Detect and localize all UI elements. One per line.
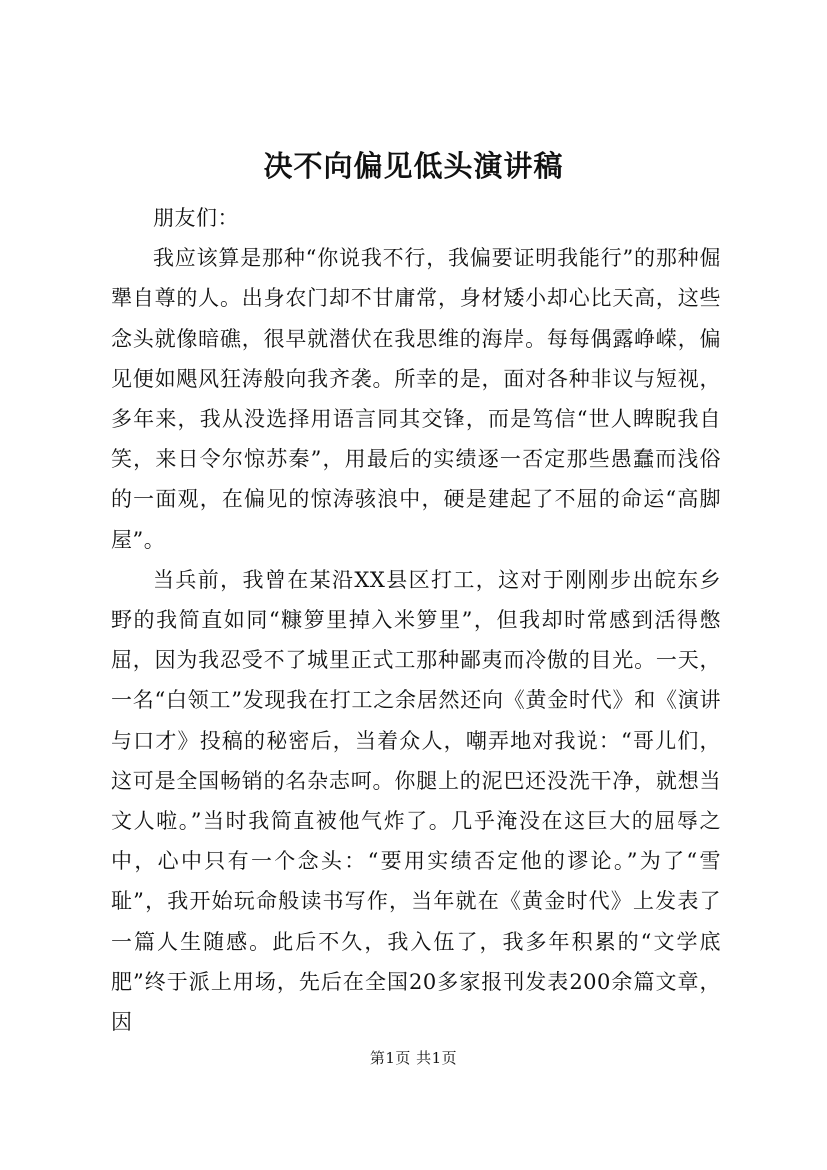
greeting-paragraph: 朋友们： — [153, 206, 239, 230]
page-footer: 第1页 共1页 — [369, 1049, 458, 1067]
document-body — [111, 198, 721, 1042]
body-paragraph-2: 当兵前，我曾在某沿XX县区打工，这对于刚刚步出皖东乡野的我简直如同“糠箩里掉入米箩里”，但我却时常感到活得憋屈，因为我忍受不了城里正式工那种鄙夷而冷傲的目光。一天，一名“白领工”发现我在打工之余居然还向《黄金时代》和《演讲与口才》投稿的秘密后，当着众人，嘲弄地对我说：“哥儿们，这可是全国畅销的名杂志呵。你腿上的泥巴还没洗干净，就想当文人啦。”当时我简直被他气炸了。几乎淹没在这巨大的屈辱之中，心中只有一个念头：“要用实绩否定他的谬论。”为了“雪耻”，我开始玩命般读书写作，当年就在《黄金时代》上发表了一篇人生随感。此后不久，我入伍了，我多年积累的“文学底肥”终于派上用场，先后在全国20多家报刊发表200余篇文章，因 — [111, 567, 721, 1035]
body-paragraph-1: 我应该算是那种“你说我不行，我偏要证明我能行”的那种倔犟自尊的人。出身农门却不甘庸常，身材矮小却心比天高，这些念头就像暗礁，很早就潜伏在我思维的海岸。每每偶露峥嵘，偏见便如飓风狂涛般向我齐袭。所幸的是，面对各种非议与短视，多年来，我从没选择用语言同其交锋，而是笃信“世人睥睨我自笑，来日令尔惊苏秦”，用最后的实绩逐一否定那些愚蠢而浅俗的一面观，在偏见的惊涛骇浪中，硬是建起了不屈的命运“高脚屋”。 — [111, 246, 721, 552]
document-title: 决不向偏见低头演讲稿 — [263, 149, 564, 183]
